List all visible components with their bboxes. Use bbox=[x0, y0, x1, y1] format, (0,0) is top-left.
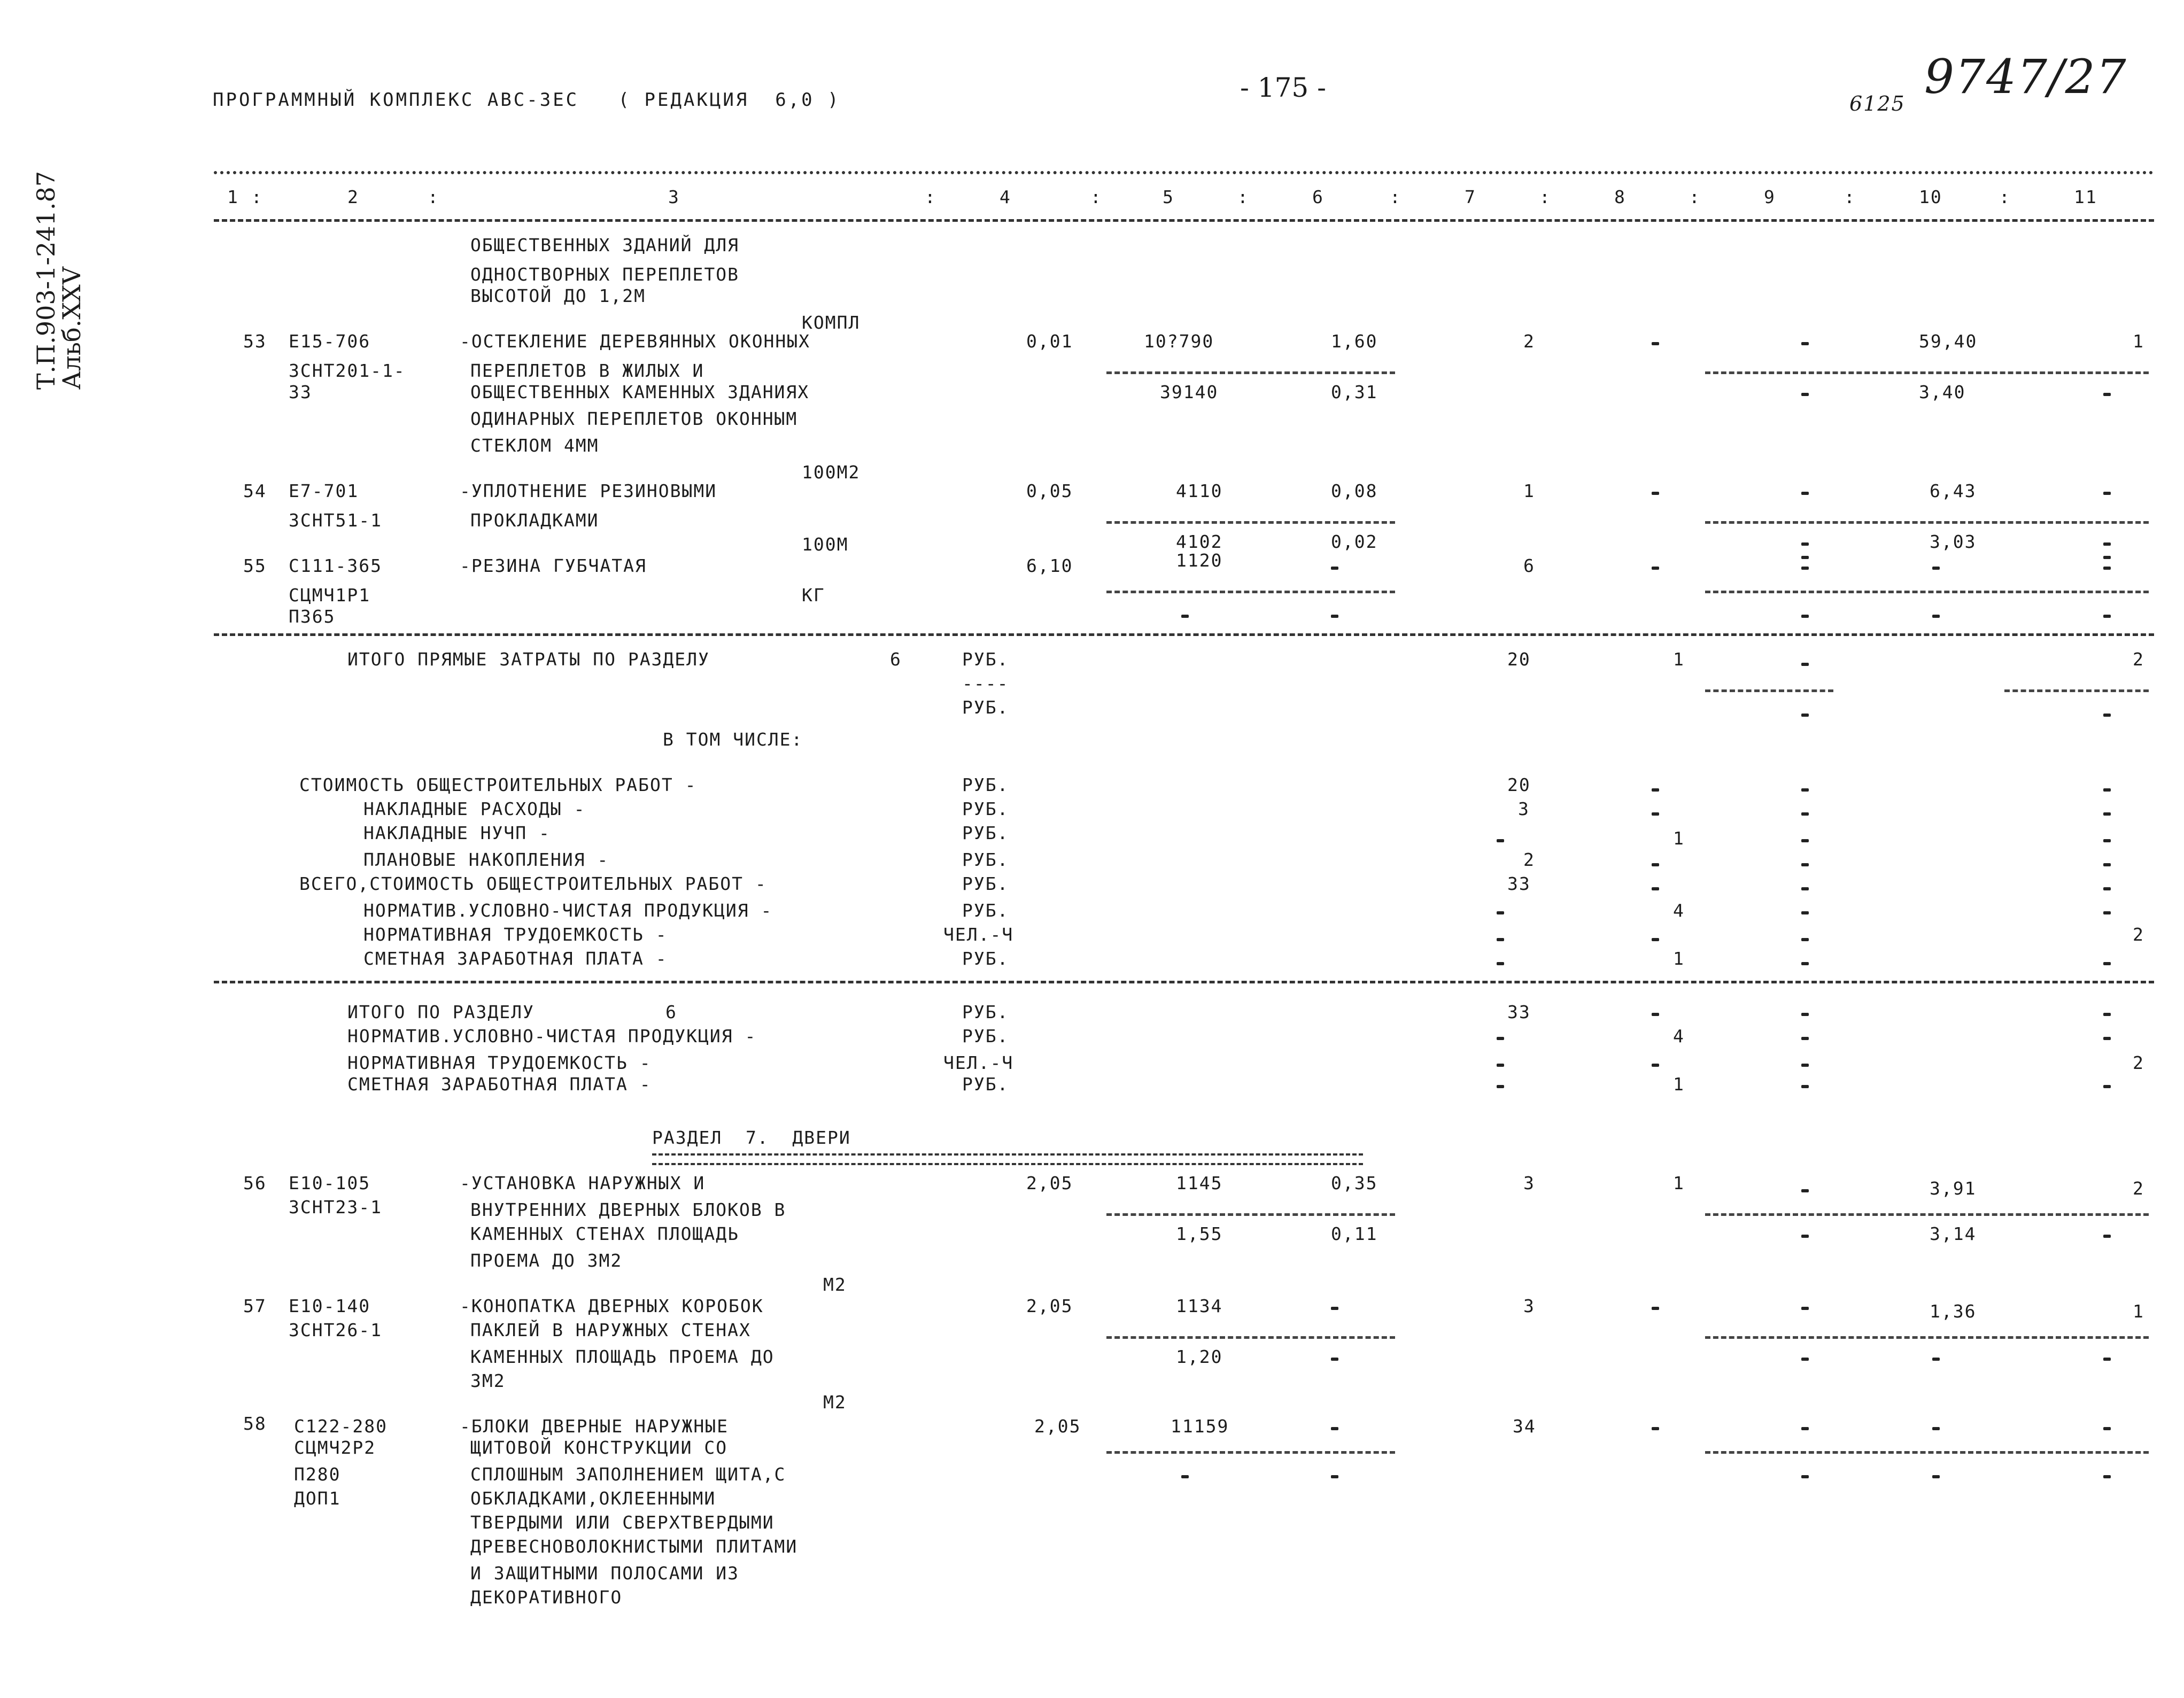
header-rule-top bbox=[214, 171, 2154, 174]
dash-mark bbox=[1801, 839, 1809, 842]
dash-mark bbox=[2103, 1358, 2111, 1361]
col-10: 10 bbox=[1919, 187, 1942, 207]
value: 4 bbox=[1673, 900, 1685, 921]
text-line: ИТОГО ПРЯМЫЕ ЗАТРАТЫ ПО РАЗДЕЛУ bbox=[347, 649, 710, 670]
value: 0,11 bbox=[1331, 1223, 1378, 1244]
value: 1 bbox=[1673, 948, 1685, 969]
dash-mark bbox=[1801, 714, 1809, 717]
dash-mark bbox=[1801, 1427, 1809, 1430]
dash-mark bbox=[1801, 1235, 1809, 1238]
dash-mark bbox=[1652, 567, 1659, 570]
unit-label: РУБ. bbox=[962, 873, 1009, 894]
doc-ref-handwritten: 9747/27 bbox=[1924, 49, 2127, 104]
dash-mark bbox=[2103, 1037, 2111, 1040]
dash-mark bbox=[2103, 567, 2111, 570]
unit-label: КОМПЛ bbox=[802, 312, 861, 333]
dash-separator bbox=[2004, 689, 2149, 692]
dash-mark bbox=[1652, 938, 1659, 941]
dash-mark bbox=[1801, 1189, 1809, 1192]
dash-mark bbox=[2103, 812, 2111, 816]
dash-separator bbox=[1106, 521, 1395, 524]
dash-mark bbox=[2103, 556, 2111, 559]
unit-label: 100М bbox=[802, 534, 849, 555]
value: 3,14 bbox=[1930, 1223, 1977, 1244]
text-line: ВЫСОТОЙ ДО 1,2М bbox=[470, 285, 646, 306]
row-number: 55 bbox=[243, 555, 267, 576]
dash-mark bbox=[1331, 1475, 1338, 1478]
dash-separator bbox=[1106, 1336, 1395, 1339]
code-line: П365 bbox=[289, 606, 336, 627]
dash-mark bbox=[1331, 1427, 1338, 1430]
text-line: ПАКЛЕЙ В НАРУЖНЫХ СТЕНАХ bbox=[470, 1320, 751, 1340]
side-stamp: Т.П.903-1-241.87 Альб.XXV bbox=[32, 171, 86, 390]
dash-separator bbox=[1705, 1336, 2149, 1339]
value: 3,40 bbox=[1919, 382, 1966, 402]
unit-label: РУБ. bbox=[962, 1074, 1009, 1095]
unit-label: РУБ. bbox=[962, 948, 1009, 969]
dash-mark bbox=[1801, 938, 1809, 941]
code-line: СЦМЧ1Р1 bbox=[289, 585, 371, 606]
dash-mark bbox=[1801, 615, 1809, 618]
value: 1 bbox=[1673, 828, 1685, 849]
col-sep: : bbox=[1844, 187, 1856, 207]
dash-mark bbox=[1497, 1085, 1504, 1088]
section-rule bbox=[214, 981, 2154, 983]
dash-mark bbox=[1932, 567, 1940, 570]
text-line: КАМЕННЫХ СТЕНАХ ПЛОЩАДЬ bbox=[470, 1223, 739, 1244]
rate-code: С122-280 bbox=[294, 1416, 388, 1437]
text-line: ОДНОСТВОРНЫХ ПЕРЕПЛЕТОВ bbox=[470, 264, 739, 285]
dash-mark bbox=[1652, 863, 1659, 866]
value: 2 bbox=[2133, 1178, 2144, 1199]
value: 2,05 bbox=[1026, 1173, 1073, 1193]
value: 0,08 bbox=[1331, 480, 1378, 501]
value: 2 bbox=[2133, 1052, 2144, 1073]
dash-mark bbox=[2103, 492, 2111, 495]
text-line: НОРМАТИВНАЯ ТРУДОЕМКОСТЬ - bbox=[347, 1052, 652, 1073]
value: 1,36 bbox=[1930, 1301, 1977, 1322]
value: 0,35 bbox=[1331, 1173, 1378, 1193]
text-line: СТОИМОСТЬ ОБЩЕСТРОИТЕЛЬНЫХ РАБОТ - bbox=[299, 774, 697, 795]
text-line: СПЛОШНЫМ ЗАПОЛНЕНИЕМ ЩИТА,С bbox=[470, 1464, 786, 1485]
rate-code: С111-365 bbox=[289, 555, 382, 576]
dash-mark bbox=[2103, 1427, 2111, 1430]
value: 2,05 bbox=[1026, 1296, 1073, 1316]
dash-mark bbox=[1801, 1085, 1809, 1088]
unit-label: М2 bbox=[823, 1274, 847, 1295]
dash-mark bbox=[1497, 962, 1504, 965]
dash-mark bbox=[1497, 911, 1504, 914]
value: 3 bbox=[1518, 798, 1530, 819]
text-line: -УПЛОТНЕНИЕ РЕЗИНОВЫМИ bbox=[460, 480, 717, 501]
text-line: ОБЩЕСТВЕННЫХ ЗДАНИЙ ДЛЯ bbox=[470, 235, 739, 255]
row-number: 56 bbox=[243, 1173, 267, 1193]
value: 2 bbox=[1523, 849, 1535, 870]
unit-label: ЧЕЛ.-Ч bbox=[943, 1052, 1014, 1073]
text-line: ДРЕВЕСНОВОЛОКНИСТЫМИ ПЛИТАМИ bbox=[470, 1536, 798, 1557]
col-sep: : bbox=[1539, 187, 1551, 207]
value: 2 bbox=[1523, 331, 1535, 352]
heading-underline bbox=[652, 1153, 1363, 1165]
dash-separator bbox=[1106, 371, 1395, 374]
col-6: 6 bbox=[1312, 187, 1324, 207]
rate-code: Е15-706 bbox=[289, 331, 371, 352]
dash-mark bbox=[1801, 1307, 1809, 1310]
text-line: ДЕКОРАТИВНОГО bbox=[470, 1587, 623, 1608]
dash-mark bbox=[2103, 788, 2111, 792]
text-line: ИТОГО ПО РАЗДЕЛУ bbox=[347, 1002, 535, 1022]
value: 6,10 bbox=[1026, 555, 1073, 576]
dash-mark bbox=[2103, 1013, 2111, 1016]
dash-mark bbox=[2103, 714, 2111, 717]
dash-mark bbox=[1801, 911, 1809, 914]
text-line: НАКЛАДНЫЕ НУЧП - bbox=[363, 823, 551, 843]
unit-label: РУБ. bbox=[962, 849, 1009, 870]
dash-mark bbox=[1801, 1475, 1809, 1478]
subheading: В ТОМ ЧИСЛЕ: bbox=[663, 729, 803, 750]
dash-mark bbox=[2103, 542, 2111, 546]
unit-label: РУБ. bbox=[962, 823, 1009, 843]
value: 6 bbox=[1523, 555, 1535, 576]
dash-mark bbox=[1497, 938, 1504, 941]
text-line: -РЕЗИНА ГУБЧАТАЯ bbox=[460, 555, 647, 576]
text-line: -УСТАНОВКА НАРУЖНЫХ И bbox=[460, 1173, 706, 1193]
dash-mark bbox=[1801, 962, 1809, 965]
value: 4 bbox=[1673, 1026, 1685, 1046]
dash-separator bbox=[1705, 689, 1833, 692]
value: 59,40 bbox=[1919, 331, 1978, 352]
unit-label: КГ bbox=[802, 585, 825, 606]
unit-label: РУБ. bbox=[962, 774, 1009, 795]
text-line: ОДИНАРНЫХ ПЕРЕПЛЕТОВ ОКОННЫМ bbox=[470, 408, 798, 429]
value: 2,05 bbox=[1034, 1416, 1081, 1437]
dash-separator bbox=[1705, 371, 2149, 374]
rate-code: Е10-105 bbox=[289, 1173, 371, 1193]
col-3: 3 bbox=[668, 187, 680, 207]
unit-label: ЧЕЛ.-Ч bbox=[943, 924, 1014, 945]
dash-mark bbox=[1801, 492, 1809, 495]
code-line: 3СНТ23-1 bbox=[289, 1197, 382, 1218]
col-7: 7 bbox=[1465, 187, 1476, 207]
dash-mark bbox=[1652, 1307, 1659, 1310]
dash-mark bbox=[1331, 615, 1338, 618]
dash-mark bbox=[1801, 1064, 1809, 1067]
value: 20 bbox=[1507, 649, 1531, 670]
text-line: ВНУТРЕННИХ ДВЕРНЫХ БЛОКОВ В bbox=[470, 1199, 786, 1220]
text-line: И ЗАЩИТНЫМИ ПОЛОСАМИ ИЗ bbox=[470, 1563, 739, 1584]
dash-mark bbox=[2103, 863, 2111, 866]
value: 10?790 bbox=[1144, 331, 1214, 352]
text-line: ТВЕРДЫМИ ИЛИ СВЕРХТВЕРДЫМИ bbox=[470, 1512, 775, 1533]
value: 34 bbox=[1513, 1416, 1536, 1437]
dash-mark bbox=[1497, 839, 1504, 842]
col-sep: : bbox=[1689, 187, 1701, 207]
dash-mark bbox=[2103, 615, 2111, 618]
text-line: НОРМАТИВ.УСЛОВНО-ЧИСТАЯ ПРОДУКЦИЯ - bbox=[363, 900, 773, 921]
dash-mark bbox=[1652, 342, 1659, 345]
dash-label: ---- bbox=[962, 673, 1009, 694]
dash-mark bbox=[2103, 962, 2111, 965]
unit-label: РУБ. bbox=[962, 900, 1009, 921]
value: 1145 bbox=[1176, 1173, 1223, 1193]
code-line: ДОП1 bbox=[294, 1488, 341, 1509]
text-line: НАКЛАДНЫЕ РАСХОДЫ - bbox=[363, 798, 586, 819]
text-line: НОРМАТИВ.УСЛОВНО-ЧИСТАЯ ПРОДУКЦИЯ - bbox=[347, 1026, 757, 1046]
text-line: КАМЕННЫХ ПЛОЩАДЬ ПРОЕМА ДО bbox=[470, 1346, 775, 1367]
col-sep: : bbox=[1090, 187, 1102, 207]
value: 0,05 bbox=[1026, 480, 1073, 501]
value: 1 bbox=[1523, 480, 1535, 501]
header-rule-bottom bbox=[214, 219, 2154, 222]
dash-mark bbox=[1181, 1475, 1189, 1478]
code-line: СЦМЧ2Р2 bbox=[294, 1437, 376, 1458]
col-sep: : bbox=[1237, 187, 1249, 207]
value: 6,43 bbox=[1930, 480, 1977, 501]
value: 11159 bbox=[1171, 1416, 1229, 1437]
row-number: 53 bbox=[243, 331, 267, 352]
dash-mark bbox=[1801, 863, 1809, 866]
text-line: СМЕТНАЯ ЗАРАБОТНАЯ ПЛАТА - bbox=[347, 1074, 652, 1095]
value: 1,60 bbox=[1331, 331, 1378, 352]
value: 0,31 bbox=[1331, 382, 1378, 402]
dash-mark bbox=[1497, 1064, 1504, 1067]
dash-mark bbox=[1801, 567, 1809, 570]
dash-mark bbox=[1801, 788, 1809, 792]
unit-label: РУБ. bbox=[962, 1026, 1009, 1046]
dash-mark bbox=[1652, 887, 1659, 890]
text-line: ЩИТОВОЙ КОНСТРУКЦИИ СО bbox=[470, 1437, 728, 1458]
rate-code: Е10-140 bbox=[289, 1296, 371, 1316]
dash-mark bbox=[2103, 1475, 2111, 1478]
col-sep: : bbox=[1999, 187, 2011, 207]
col-4: 4 bbox=[1000, 187, 1011, 207]
value: 0,01 bbox=[1026, 331, 1073, 352]
code-line: 3СНТ201-1- bbox=[289, 360, 406, 381]
col-sep: : bbox=[925, 187, 936, 207]
col-sep: : bbox=[251, 187, 263, 207]
unit-label: РУБ. bbox=[962, 649, 1009, 670]
code-line: П280 bbox=[294, 1464, 341, 1485]
value: 1 bbox=[2133, 1301, 2144, 1322]
dash-mark bbox=[2103, 911, 2111, 914]
dash-mark bbox=[2103, 839, 2111, 842]
dash-mark bbox=[1801, 812, 1809, 816]
dash-mark bbox=[2103, 887, 2111, 890]
value: 1 bbox=[1673, 1173, 1685, 1193]
col-1: 1 bbox=[227, 187, 239, 207]
text-line: ПЛАНОВЫЕ НАКОПЛЕНИЯ - bbox=[363, 849, 609, 870]
dash-mark bbox=[1652, 788, 1659, 792]
dash-mark bbox=[1801, 1358, 1809, 1361]
text-line: ОБКЛАДКАМИ,ОКЛЕЕННЫМИ bbox=[470, 1488, 716, 1509]
dash-mark bbox=[1801, 556, 1809, 559]
row-number: 54 bbox=[243, 480, 267, 501]
row-number: 58 bbox=[243, 1413, 267, 1434]
value: 3,91 bbox=[1930, 1178, 1977, 1199]
value: 3 bbox=[1523, 1296, 1535, 1316]
dash-mark bbox=[1181, 615, 1189, 618]
value: 1134 bbox=[1176, 1296, 1223, 1316]
value: 2 bbox=[2133, 924, 2144, 945]
text-line: 3М2 bbox=[470, 1370, 506, 1391]
col-11: 11 bbox=[2074, 187, 2097, 207]
dash-mark bbox=[1801, 1013, 1809, 1016]
dash-mark bbox=[1652, 1013, 1659, 1016]
row-number: 57 bbox=[243, 1296, 267, 1316]
value: 1,20 bbox=[1176, 1346, 1223, 1367]
dash-mark bbox=[1331, 1307, 1338, 1310]
value: 1 bbox=[1673, 649, 1685, 670]
unit-label: М2 bbox=[823, 1392, 847, 1413]
code-line: 33 bbox=[289, 382, 312, 402]
code-line: 3СНТ51-1 bbox=[289, 510, 382, 531]
dash-mark bbox=[1801, 1037, 1809, 1040]
dash-mark bbox=[1801, 887, 1809, 890]
section-rule bbox=[214, 633, 2154, 636]
value: 1 bbox=[2133, 331, 2144, 352]
rate-code: Е7-701 bbox=[289, 480, 359, 501]
col-5: 5 bbox=[1163, 187, 1174, 207]
doc-ref-small: 6125 bbox=[1849, 92, 1906, 115]
value: 4102 bbox=[1176, 531, 1223, 552]
value: 0,02 bbox=[1331, 531, 1378, 552]
unit-label: 100М2 bbox=[802, 462, 861, 483]
dash-mark bbox=[1932, 615, 1940, 618]
dash-mark bbox=[1801, 393, 1809, 396]
dash-mark bbox=[1331, 567, 1338, 570]
value: 6 bbox=[890, 649, 902, 670]
text-line: -КОНОПАТКА ДВЕРНЫХ КОРОБОК bbox=[460, 1296, 764, 1316]
dash-mark bbox=[1801, 542, 1809, 546]
code-line: 3СНТ26-1 bbox=[289, 1320, 382, 1340]
dash-mark bbox=[2103, 393, 2111, 396]
dash-separator bbox=[1705, 1213, 2149, 1216]
program-title: ПРОГРАММНЫЙ КОМПЛЕКС АВС-3ЕС ( РЕДАКЦИЯ 6,0 ) bbox=[213, 89, 841, 111]
text-line: ОБЩЕСТВЕННЫХ КАМЕННЫХ ЗДАНИЯХ bbox=[470, 382, 810, 402]
dash-separator bbox=[1106, 1451, 1395, 1454]
text-line: НОРМАТИВНАЯ ТРУДОЕМКОСТЬ - bbox=[363, 924, 668, 945]
page-number: - 175 - bbox=[1240, 72, 1327, 103]
dash-mark bbox=[2103, 1235, 2111, 1238]
dash-mark bbox=[1932, 1427, 1940, 1430]
dash-mark bbox=[1932, 1475, 1940, 1478]
dash-separator bbox=[1705, 1451, 2149, 1454]
unit-label: РУБ. bbox=[962, 697, 1009, 718]
unit-label: РУБ. bbox=[962, 1002, 1009, 1022]
value: 1,55 bbox=[1176, 1223, 1223, 1244]
dash-mark bbox=[1932, 1358, 1940, 1361]
text-line: -ОСТЕКЛЕНИЕ ДЕРЕВЯННЫХ ОКОННЫХ bbox=[460, 331, 811, 352]
value: 1 bbox=[1673, 1074, 1685, 1095]
text-line: СМЕТНАЯ ЗАРАБОТНАЯ ПЛАТА - bbox=[363, 948, 668, 969]
dash-mark bbox=[1652, 492, 1659, 495]
text-line: ВСЕГО,СТОИМОСТЬ ОБЩЕСТРОИТЕЛЬНЫХ РАБОТ - bbox=[299, 873, 767, 894]
value: 33 bbox=[1507, 873, 1531, 894]
col-sep: : bbox=[428, 187, 439, 207]
section-heading: РАЗДЕЛ 7. ДВЕРИ bbox=[652, 1127, 851, 1148]
dash-separator bbox=[1705, 521, 2149, 524]
text-line: ПРОЕМА ДО 3М2 bbox=[470, 1250, 623, 1271]
dash-mark bbox=[1652, 812, 1659, 816]
unit-label: РУБ. bbox=[962, 798, 1009, 819]
dash-mark bbox=[1497, 1037, 1504, 1040]
value: 2 bbox=[2133, 649, 2144, 670]
value: 4110 bbox=[1176, 480, 1223, 501]
value: 6 bbox=[665, 1002, 677, 1022]
dash-separator bbox=[1106, 1213, 1395, 1216]
value: 3,03 bbox=[1930, 531, 1977, 552]
dash-mark bbox=[1652, 1064, 1659, 1067]
value: 33 bbox=[1507, 1002, 1531, 1022]
dash-mark bbox=[1801, 342, 1809, 345]
value: 20 bbox=[1507, 774, 1531, 795]
dash-mark bbox=[1801, 663, 1809, 666]
col-sep: : bbox=[1390, 187, 1401, 207]
dash-separator bbox=[1705, 591, 2149, 593]
value: 3 bbox=[1523, 1173, 1535, 1193]
text-line: -БЛОКИ ДВЕРНЫЕ НАРУЖНЫЕ bbox=[460, 1416, 729, 1437]
value: 1120 bbox=[1176, 550, 1223, 571]
dash-separator bbox=[1106, 591, 1395, 593]
dash-mark bbox=[2103, 1085, 2111, 1088]
text-line: СТЕКЛОМ 4ММ bbox=[470, 435, 599, 456]
col-8: 8 bbox=[1614, 187, 1626, 207]
text-line: ПРОКЛАДКАМИ bbox=[470, 510, 599, 531]
col-9: 9 bbox=[1764, 187, 1776, 207]
col-2: 2 bbox=[347, 187, 359, 207]
text-line: ПЕРЕПЛЕТОВ В ЖИЛЫХ И bbox=[470, 360, 704, 381]
value: 39140 bbox=[1160, 382, 1219, 402]
dash-mark bbox=[1331, 1358, 1338, 1361]
dash-mark bbox=[1652, 1427, 1659, 1430]
